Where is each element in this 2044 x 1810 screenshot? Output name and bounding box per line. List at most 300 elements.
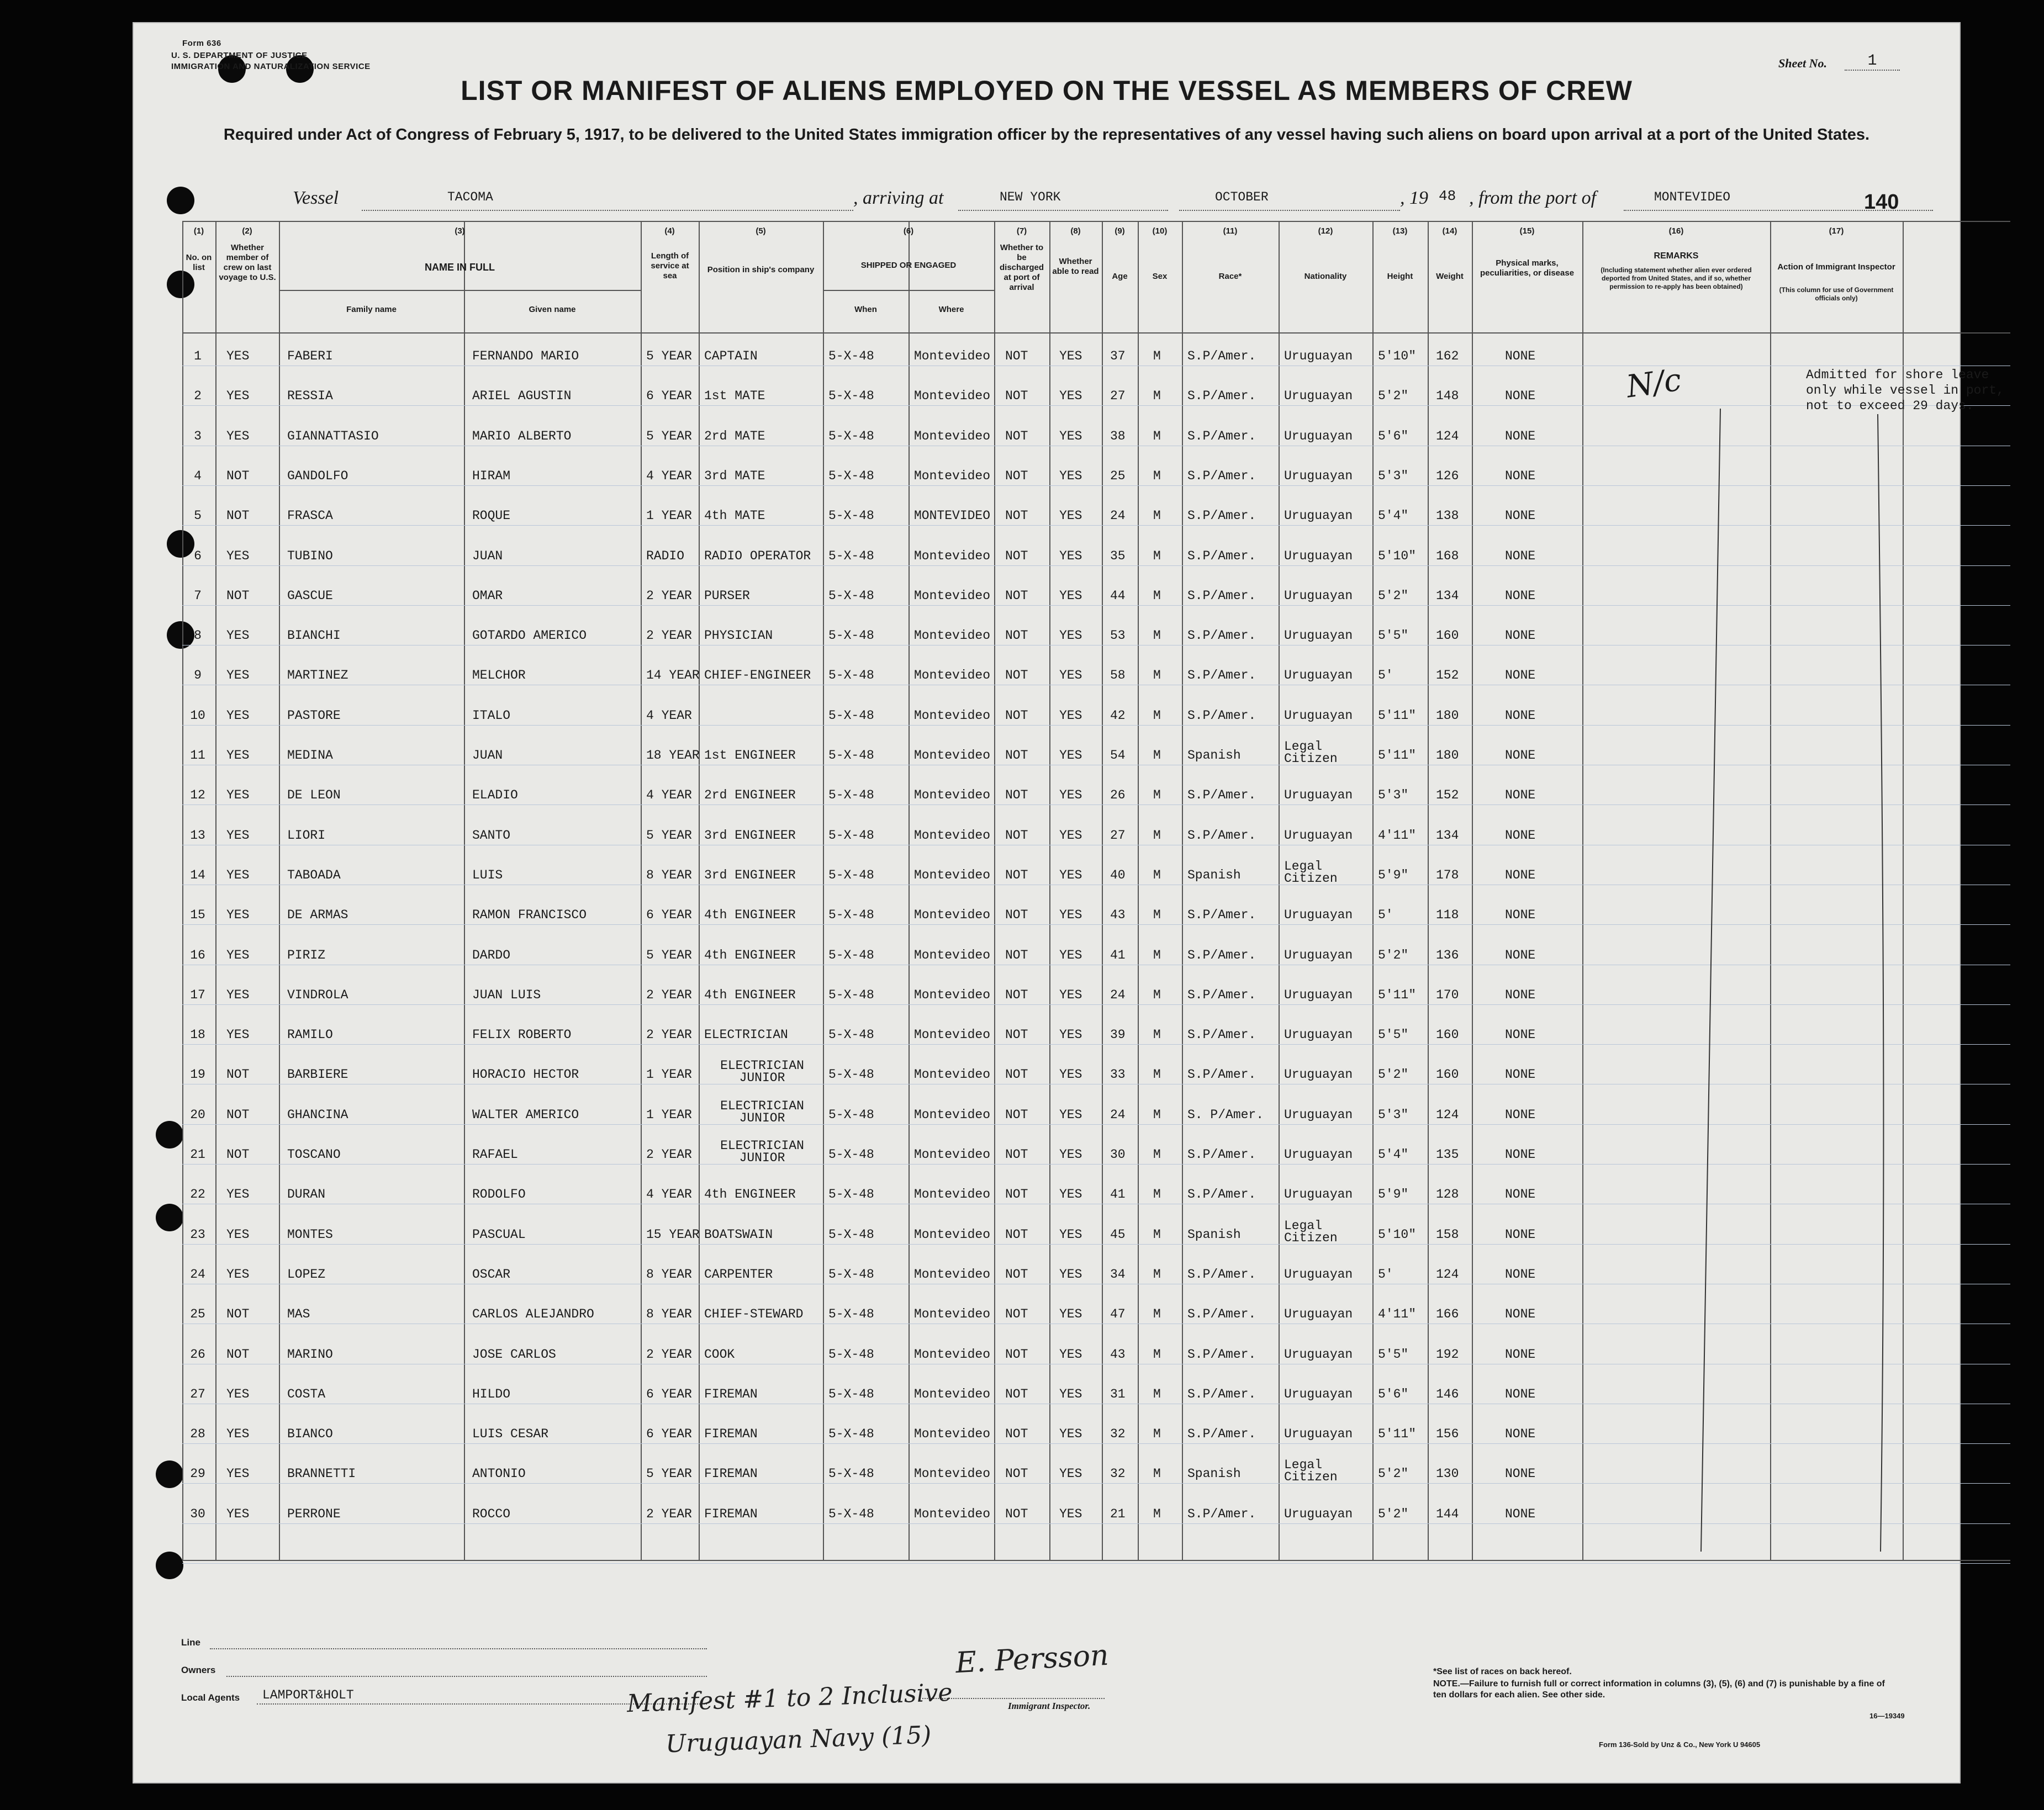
- service-length: 1 YEAR: [646, 509, 692, 523]
- last-voyage: YES: [226, 748, 250, 763]
- sex: M: [1153, 908, 1161, 923]
- month-underline: [1179, 188, 1400, 211]
- age: 43: [1110, 1347, 1126, 1362]
- given-name: PASCUAL: [472, 1227, 526, 1242]
- family-name: MAS: [287, 1307, 310, 1322]
- last-voyage: YES: [226, 1187, 250, 1202]
- row-number: 17: [190, 987, 205, 1002]
- col6-where-header: Where: [938, 305, 964, 314]
- nationality: Uruguayan: [1284, 389, 1353, 404]
- discharge-status: NOT: [1005, 708, 1028, 723]
- family-name: MONTES: [287, 1227, 333, 1242]
- given-name: WALTER AMERICO: [472, 1107, 579, 1122]
- service-length: 4 YEAR: [646, 468, 692, 483]
- weight: 124: [1436, 1267, 1459, 1282]
- col10-number: (10): [1152, 226, 1168, 236]
- ship-position: 4th ENGINEER: [704, 1187, 796, 1202]
- family-name: BIANCHI: [287, 628, 341, 643]
- ship-position: CHIEF-STEWARD: [704, 1307, 804, 1322]
- service-length: 2 YEAR: [646, 1147, 692, 1162]
- sex: M: [1153, 1147, 1161, 1162]
- able-to-read: YES: [1059, 748, 1082, 763]
- height: 5'11": [1378, 1427, 1417, 1442]
- service-length: 18 YEAR: [646, 748, 700, 763]
- sex: M: [1153, 389, 1161, 404]
- shipped-where: Montevideo: [914, 1467, 991, 1481]
- last-voyage: NOT: [226, 1347, 250, 1362]
- race: S.P/Amer.: [1187, 708, 1256, 723]
- discharge-status: NOT: [1005, 1267, 1028, 1282]
- family-name: DE ARMAS: [287, 908, 348, 923]
- sex: M: [1153, 788, 1161, 803]
- family-name: PASTORE: [287, 708, 341, 723]
- weight: 178: [1436, 867, 1459, 882]
- able-to-read: YES: [1059, 428, 1082, 443]
- family-name: LOPEZ: [287, 1267, 326, 1282]
- punch-hole: [156, 1460, 183, 1488]
- age: 58: [1110, 668, 1126, 683]
- physical-marks: NONE: [1505, 1347, 1536, 1362]
- row-number: 23: [190, 1227, 205, 1242]
- shipped-where: Montevideo: [914, 668, 991, 683]
- weight: 180: [1436, 708, 1459, 723]
- row-number: 18: [190, 1028, 205, 1042]
- shipped-when: 5-X-48: [828, 509, 874, 523]
- race: S.P/Amer.: [1187, 1347, 1256, 1362]
- last-voyage: YES: [226, 428, 250, 443]
- weight: 134: [1436, 828, 1459, 843]
- service-length: RADIO: [646, 548, 685, 563]
- able-to-read: YES: [1059, 509, 1082, 523]
- col10-header: Sex: [1152, 272, 1168, 281]
- col1-header: No. on list: [186, 253, 212, 272]
- given-name: LUIS: [472, 867, 503, 882]
- shipped-when: 5-X-48: [828, 1147, 874, 1162]
- family-name: FRASCA: [287, 509, 333, 523]
- race: S.P/Amer.: [1187, 588, 1256, 603]
- nationality: Uruguayan: [1284, 349, 1353, 363]
- family-name: DURAN: [287, 1187, 326, 1202]
- col4-number: (4): [664, 226, 675, 236]
- given-name: LUIS CESAR: [472, 1427, 549, 1442]
- service-length: 14 YEAR: [646, 668, 700, 683]
- race: S.P/Amer.: [1187, 948, 1256, 962]
- last-voyage: YES: [226, 389, 250, 404]
- weight: 160: [1436, 1067, 1459, 1082]
- physical-marks: NONE: [1505, 867, 1536, 882]
- row-number: 25: [190, 1307, 205, 1322]
- able-to-read: YES: [1059, 468, 1082, 483]
- col17-header: Action of Immigrant Inspector: [1777, 262, 1895, 272]
- service-length: 6 YEAR: [646, 1427, 692, 1442]
- given-name: FELIX ROBERTO: [472, 1028, 572, 1042]
- ship-position: 4th ENGINEER: [704, 908, 796, 923]
- shipped-where: Montevideo: [914, 1506, 991, 1521]
- service-length: 5 YEAR: [646, 948, 692, 962]
- age: 42: [1110, 708, 1126, 723]
- given-name: JOSE CARLOS: [472, 1347, 556, 1362]
- col17-number: (17): [1829, 226, 1844, 236]
- sex: M: [1153, 1467, 1161, 1481]
- family-name: TUBINO: [287, 548, 333, 563]
- col12-number: (12): [1318, 226, 1333, 236]
- family-name: TOSCANO: [287, 1147, 341, 1162]
- height: 4'11": [1378, 1307, 1417, 1322]
- able-to-read: YES: [1059, 1227, 1082, 1242]
- last-voyage: YES: [226, 1386, 250, 1401]
- shipped-when: 5-X-48: [828, 628, 874, 643]
- year-suffix: 48: [1439, 188, 1456, 204]
- col2-header: Whether member of crew on last voyage to U.S.: [219, 243, 276, 282]
- able-to-read: YES: [1059, 1307, 1082, 1322]
- height: 5'5": [1378, 1028, 1409, 1042]
- shipped-where: Montevideo: [914, 708, 991, 723]
- row-number: 7: [194, 588, 202, 603]
- shipped-where: Montevideo: [914, 1147, 991, 1162]
- able-to-read: YES: [1059, 668, 1082, 683]
- discharge-status: NOT: [1005, 349, 1028, 363]
- sex: M: [1153, 828, 1161, 843]
- shipped-where: Montevideo: [914, 987, 991, 1002]
- physical-marks: NONE: [1505, 428, 1536, 443]
- able-to-read: YES: [1059, 1187, 1082, 1202]
- punch-hole: [156, 1204, 183, 1231]
- height: 5'5": [1378, 1347, 1409, 1362]
- physical-marks: NONE: [1505, 1107, 1536, 1122]
- nationality: Uruguayan: [1284, 1147, 1353, 1162]
- from-port: MONTEVIDEO: [1654, 190, 1731, 204]
- col7-header: Whether to be discharged at port of arrival: [999, 243, 1044, 292]
- discharge-status: NOT: [1005, 1147, 1028, 1162]
- shipped-where: Montevideo: [914, 428, 991, 443]
- service-length: 8 YEAR: [646, 1267, 692, 1282]
- nationality: Uruguayan: [1284, 948, 1353, 962]
- given-name: ROCCO: [472, 1506, 511, 1521]
- nationality: Legal Citizen: [1284, 1218, 1338, 1245]
- ship-position: 4th MATE: [704, 509, 765, 523]
- able-to-read: YES: [1059, 1267, 1082, 1282]
- col8-number: (8): [1070, 226, 1081, 236]
- service-length: 1 YEAR: [646, 1067, 692, 1082]
- last-voyage: NOT: [226, 588, 250, 603]
- shipped-where: Montevideo: [914, 867, 991, 882]
- col4-header: Length of service at sea: [651, 251, 689, 281]
- ship-position: PURSER: [704, 588, 750, 603]
- line-label: Line: [181, 1637, 200, 1648]
- shipped-when: 5-X-48: [828, 908, 874, 923]
- given-name: OSCAR: [472, 1267, 511, 1282]
- race: S.P/Amer.: [1187, 548, 1256, 563]
- race: Spanish: [1187, 1467, 1241, 1481]
- shipped-when: 5-X-48: [828, 867, 874, 882]
- shipped-when: 5-X-48: [828, 748, 874, 763]
- col11-header: Race*: [1218, 272, 1242, 281]
- nationality: Uruguayan: [1284, 1028, 1353, 1042]
- shipped-where: Montevideo: [914, 1386, 991, 1401]
- ship-position: 2rd ENGINEER: [704, 788, 796, 803]
- sex: M: [1153, 1067, 1161, 1082]
- service-length: 2 YEAR: [646, 628, 692, 643]
- weight: 135: [1436, 1147, 1459, 1162]
- nationality: Uruguayan: [1284, 509, 1353, 523]
- family-name: FABERI: [287, 349, 333, 363]
- physical-marks: NONE: [1505, 668, 1536, 683]
- col15-number: (15): [1519, 226, 1535, 236]
- race: S.P/Amer.: [1187, 1506, 1256, 1521]
- discharge-status: NOT: [1005, 1386, 1028, 1401]
- height: 5'4": [1378, 1147, 1409, 1162]
- nationality: Legal Citizen: [1284, 859, 1338, 886]
- col17-subheader: (This column for use of Government officials only): [1779, 286, 1894, 302]
- row-number: 24: [190, 1267, 205, 1282]
- service-length: 4 YEAR: [646, 1187, 692, 1202]
- handwritten-note-1: Manifest #1 to 2 Inclusive: [626, 1678, 953, 1718]
- shipped-when: 5-X-48: [828, 1267, 874, 1282]
- sex: M: [1153, 349, 1161, 363]
- family-name: GANDOLFO: [287, 468, 348, 483]
- row-number: 8: [194, 628, 202, 643]
- sex: M: [1153, 748, 1161, 763]
- physical-marks: NONE: [1505, 1386, 1536, 1401]
- age: 30: [1110, 1147, 1126, 1162]
- shipped-where: Montevideo: [914, 1427, 991, 1442]
- family-name: BIANCO: [287, 1427, 333, 1442]
- inspector-initials-mark: N/c: [1624, 362, 1684, 405]
- race: S.P/Amer.: [1187, 828, 1256, 843]
- age: 24: [1110, 1107, 1126, 1122]
- service-length: 2 YEAR: [646, 987, 692, 1002]
- discharge-status: NOT: [1005, 509, 1028, 523]
- line-underline: [210, 1626, 707, 1649]
- race: S.P/Amer.: [1187, 389, 1256, 404]
- age: 26: [1110, 788, 1126, 803]
- ship-position: FIREMAN: [704, 1467, 758, 1481]
- age: 24: [1110, 509, 1126, 523]
- age: 43: [1110, 908, 1126, 923]
- height: 5': [1378, 668, 1393, 683]
- col5-number: (5): [756, 226, 766, 236]
- able-to-read: YES: [1059, 389, 1082, 404]
- last-voyage: YES: [226, 1467, 250, 1481]
- ship-position: ELECTRICIAN JUNIOR: [720, 1098, 804, 1125]
- shipped-where: Montevideo: [914, 1227, 991, 1242]
- col9-header: Age: [1112, 272, 1128, 281]
- weight: 136: [1436, 948, 1459, 962]
- physical-marks: NONE: [1505, 509, 1536, 523]
- sex: M: [1153, 987, 1161, 1002]
- race: S.P/Amer.: [1187, 1067, 1256, 1082]
- col3-subdivider: [279, 290, 641, 291]
- ship-position: 4th ENGINEER: [704, 948, 796, 962]
- height: 5'9": [1378, 1187, 1409, 1202]
- physical-marks: NONE: [1505, 548, 1536, 563]
- last-voyage: YES: [226, 628, 250, 643]
- age: 44: [1110, 588, 1126, 603]
- ship-position: RADIO OPERATOR: [704, 548, 811, 563]
- able-to-read: YES: [1059, 1107, 1082, 1122]
- ship-position: FIREMAN: [704, 1427, 758, 1442]
- able-to-read: YES: [1059, 788, 1082, 803]
- shipped-where: Montevideo: [914, 1307, 991, 1322]
- col6-subdivider: [823, 290, 994, 291]
- age: 32: [1110, 1427, 1126, 1442]
- age: 35: [1110, 548, 1126, 563]
- col13-number: (13): [1392, 226, 1408, 236]
- sex: M: [1153, 1347, 1161, 1362]
- able-to-read: YES: [1059, 1506, 1082, 1521]
- service-length: 6 YEAR: [646, 908, 692, 923]
- race: S.P/Amer.: [1187, 1386, 1256, 1401]
- shipped-where: Montevideo: [914, 548, 991, 563]
- height: 5'2": [1378, 1467, 1409, 1481]
- weight: 146: [1436, 1386, 1459, 1401]
- given-name: RAMON FRANCISCO: [472, 908, 587, 923]
- given-name: SANTO: [472, 828, 511, 843]
- age: 34: [1110, 1267, 1126, 1282]
- given-name: ITALO: [472, 708, 511, 723]
- service-length: 5 YEAR: [646, 1467, 692, 1481]
- crew-table: [182, 221, 2010, 1612]
- family-name: PERRONE: [287, 1506, 341, 1521]
- service-length: 5 YEAR: [646, 428, 692, 443]
- sex: M: [1153, 948, 1161, 962]
- weight: 192: [1436, 1347, 1459, 1362]
- race: S.P/Amer.: [1187, 668, 1256, 683]
- discharge-status: NOT: [1005, 1028, 1028, 1042]
- row-number: 22: [190, 1187, 205, 1202]
- physical-marks: NONE: [1505, 1467, 1536, 1481]
- last-voyage: YES: [226, 1267, 250, 1282]
- shipped-when: 5-X-48: [828, 1386, 874, 1401]
- service-length: 4 YEAR: [646, 708, 692, 723]
- service-length: 5 YEAR: [646, 349, 692, 363]
- physical-marks: NONE: [1505, 708, 1536, 723]
- shipped-when: 5-X-48: [828, 1467, 874, 1481]
- nationality: Uruguayan: [1284, 1427, 1353, 1442]
- row-number: 3: [194, 428, 202, 443]
- ship-position: 2rd MATE: [704, 428, 765, 443]
- shipped-where: Montevideo: [914, 468, 991, 483]
- able-to-read: YES: [1059, 1347, 1082, 1362]
- able-to-read: YES: [1059, 1427, 1082, 1442]
- weight: 130: [1436, 1467, 1459, 1481]
- given-name: JUAN: [472, 748, 503, 763]
- nationality: Uruguayan: [1284, 1067, 1353, 1082]
- height: 5'6": [1378, 428, 1409, 443]
- weight: 134: [1436, 588, 1459, 603]
- arriving-port: NEW YORK: [1000, 190, 1061, 204]
- col3-number: (3): [455, 226, 465, 236]
- discharge-status: NOT: [1005, 1427, 1028, 1442]
- last-voyage: YES: [226, 1427, 250, 1442]
- sex: M: [1153, 1187, 1161, 1202]
- given-name: FERNANDO MARIO: [472, 349, 579, 363]
- able-to-read: YES: [1059, 548, 1082, 563]
- age: 39: [1110, 1028, 1126, 1042]
- family-name: COSTA: [287, 1386, 326, 1401]
- row-number: 5: [194, 509, 202, 523]
- race: S.P/Amer.: [1187, 1267, 1256, 1282]
- col6-number: (6): [903, 226, 914, 236]
- family-name: RESSIA: [287, 389, 333, 404]
- height: 5'11": [1378, 987, 1417, 1002]
- able-to-read: YES: [1059, 1028, 1082, 1042]
- col6-header: SHIPPED OR ENGAGED: [860, 261, 957, 270]
- nationality: Uruguayan: [1284, 628, 1353, 643]
- shipped-when: 5-X-48: [828, 588, 874, 603]
- age: 25: [1110, 468, 1126, 483]
- height: 5'5": [1378, 628, 1409, 643]
- shipped-where: Montevideo: [914, 588, 991, 603]
- discharge-status: NOT: [1005, 987, 1028, 1002]
- shipped-when: 5-X-48: [828, 1347, 874, 1362]
- last-voyage: YES: [226, 908, 250, 923]
- row-number: 21: [190, 1147, 205, 1162]
- sex: M: [1153, 708, 1161, 723]
- form-number: Form 636: [182, 39, 221, 48]
- height: 5'2": [1378, 1506, 1409, 1521]
- owners-underline: [226, 1654, 707, 1677]
- page-title: LIST OR MANIFEST OF ALIENS EMPLOYED ON THE VESSEL AS MEMBERS OF CREW: [461, 75, 1633, 106]
- shipped-when: 5-X-48: [828, 708, 874, 723]
- shipped-where: Montevideo: [914, 1267, 991, 1282]
- nationality: Uruguayan: [1284, 548, 1353, 563]
- given-name: RODOLFO: [472, 1187, 526, 1202]
- weight: 166: [1436, 1307, 1459, 1322]
- last-voyage: NOT: [226, 1067, 250, 1082]
- form-code: 16—19349: [1869, 1712, 1905, 1720]
- shipped-when: 5-X-48: [828, 1187, 874, 1202]
- last-voyage: YES: [226, 788, 250, 803]
- given-name: MARIO ALBERTO: [472, 428, 572, 443]
- nationality: Uruguayan: [1284, 828, 1353, 843]
- col3-family-header: Family name: [346, 305, 397, 314]
- weight: 160: [1436, 1028, 1459, 1042]
- discharge-status: NOT: [1005, 1467, 1028, 1481]
- physical-marks: NONE: [1505, 1147, 1536, 1162]
- height: 5'3": [1378, 468, 1409, 483]
- last-voyage: NOT: [226, 1307, 250, 1322]
- shipped-where: Montevideo: [914, 628, 991, 643]
- nationality: Uruguayan: [1284, 1347, 1353, 1362]
- weight: 170: [1436, 987, 1459, 1002]
- age: 27: [1110, 389, 1126, 404]
- weight: 118: [1436, 908, 1459, 923]
- physical-marks: NONE: [1505, 1427, 1536, 1442]
- physical-marks: NONE: [1505, 1307, 1536, 1322]
- height: 5'11": [1378, 708, 1417, 723]
- service-length: 2 YEAR: [646, 1506, 692, 1521]
- shipped-where: Montevideo: [914, 389, 991, 404]
- row-number: 19: [190, 1067, 205, 1082]
- nationality: Uruguayan: [1284, 908, 1353, 923]
- row-number: 9: [194, 668, 202, 683]
- ship-position: 4th ENGINEER: [704, 987, 796, 1002]
- able-to-read: YES: [1059, 948, 1082, 962]
- discharge-status: NOT: [1005, 1506, 1028, 1521]
- weight: 180: [1436, 748, 1459, 763]
- given-name: OMAR: [472, 588, 503, 603]
- nationality: Legal Citizen: [1284, 1458, 1338, 1485]
- service-length: 8 YEAR: [646, 1307, 692, 1322]
- race: S.P/Amer.: [1187, 1028, 1256, 1042]
- physical-marks: NONE: [1505, 948, 1536, 962]
- height: 5'11": [1378, 748, 1417, 763]
- given-name: DARDO: [472, 948, 511, 962]
- row-number: 30: [190, 1506, 205, 1521]
- sex: M: [1153, 1506, 1161, 1521]
- family-name: GHANCINA: [287, 1107, 348, 1122]
